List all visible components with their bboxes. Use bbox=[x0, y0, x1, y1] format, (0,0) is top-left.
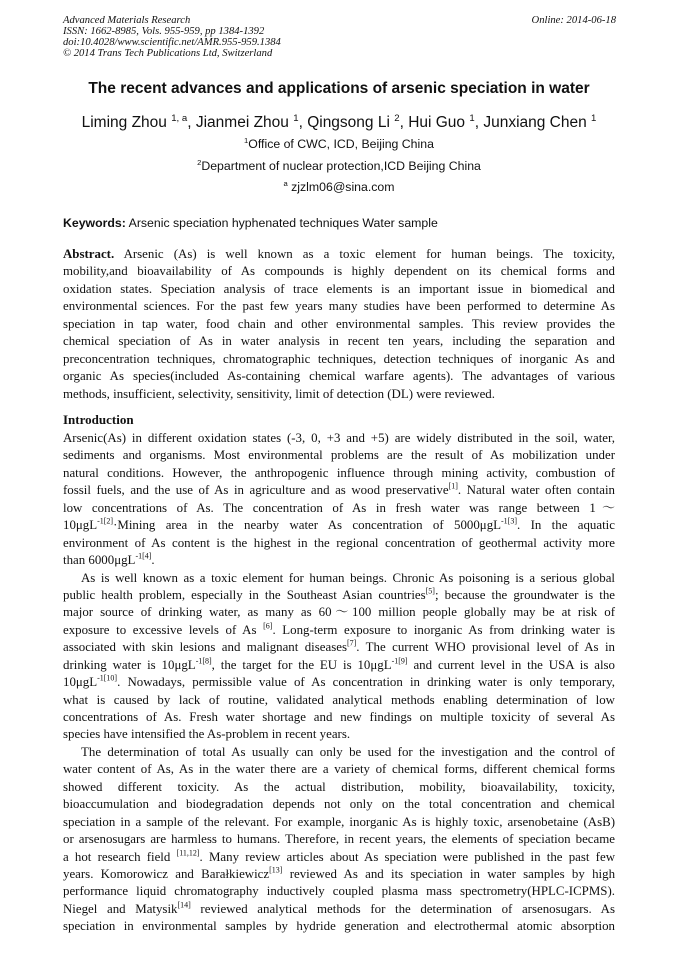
paragraph bbox=[63, 430, 615, 570]
text-run: . bbox=[151, 553, 155, 568]
author-name: Hui Guo bbox=[408, 114, 470, 131]
author-list bbox=[0, 114, 678, 132]
keywords-text: Arsenic speciation hyphenated techniques Water sample bbox=[125, 216, 438, 230]
text-run: or arsenosugars are harmless to humans. Therefore, in recent years, the elements of speciation became bbox=[63, 832, 615, 847]
text-run: mobility,and bioavailability of As compounds is highly dependent on its chemical forms and bbox=[63, 264, 615, 279]
text-run: . The current WHO provisional level of As in bbox=[356, 640, 615, 655]
text-run: ·Mining area in the nearby water As concentration of 5000μgL bbox=[113, 518, 502, 533]
text-run: organic As species(included As-containing chemical warfare agents). The advantages of various bbox=[63, 369, 615, 384]
text-run: chemical speciation of As in water analysis in recent ten years, including the separation and bbox=[63, 334, 615, 349]
author-affiliation-marker: 1 bbox=[591, 112, 597, 124]
author-separator: , bbox=[474, 114, 484, 131]
citation-superscript: [14] bbox=[177, 900, 191, 910]
text-line bbox=[63, 263, 615, 280]
text-run: exposure to excessive levels of As bbox=[63, 622, 264, 637]
text-run: than 6000μgL bbox=[63, 553, 136, 568]
citation-superscript: [13] bbox=[269, 865, 283, 875]
citation-superscript: [11,12] bbox=[176, 848, 200, 858]
text-line bbox=[63, 901, 615, 918]
text-run: species have intensified the As-problem in recent years. bbox=[63, 727, 351, 742]
section-heading-introduction: Introduction bbox=[63, 412, 134, 427]
email-marker: a bbox=[283, 178, 288, 188]
text-line bbox=[63, 709, 615, 726]
text-run: sediments and organisms. Most environmental problems are the result of As mobilization under bbox=[63, 448, 615, 463]
text-line bbox=[63, 779, 615, 796]
text-run: reviewed analytical methods for the determination of arsenosugars. As bbox=[190, 901, 615, 916]
text-run: speciation in environmental samples by hydride generation and electrothermal atomic absorption bbox=[63, 919, 615, 934]
text-run: environmental sciences. For the past few years many studies have been performed to determine As bbox=[63, 299, 615, 314]
citation-superscript: [7] bbox=[346, 638, 357, 648]
text-line bbox=[63, 552, 615, 569]
text-run: speciation in a sample of the relevant. For example, inorganic As is highly toxic, arsenobetaine (AsB) bbox=[63, 814, 615, 829]
author-affiliation-marker: 1 bbox=[469, 112, 475, 124]
author-name: Junxiang Chen bbox=[483, 114, 592, 131]
abstract-label: Abstract. bbox=[63, 247, 115, 261]
affiliation-2 bbox=[0, 159, 678, 173]
text-line bbox=[63, 447, 615, 464]
text-line bbox=[63, 796, 615, 813]
citation-superscript: [1] bbox=[448, 482, 458, 492]
text-line bbox=[63, 281, 615, 298]
citation-superscript: -1[9] bbox=[391, 656, 408, 666]
text-line bbox=[63, 351, 615, 368]
author-affiliation-marker: 2 bbox=[394, 112, 400, 124]
text-line bbox=[63, 587, 615, 604]
author-name: Qingsong Li bbox=[307, 114, 395, 131]
text-run: As is well known as a toxic element for human beings. Chronic As poisoning is a serious global bbox=[81, 570, 615, 585]
issn: ISSN: 1662-8985, Vols. 955-959, pp 1384-1392 bbox=[63, 26, 265, 37]
text-run: fossil fuels, and the use of As in agriculture and as wood preservative bbox=[63, 483, 449, 498]
text-line bbox=[63, 692, 615, 709]
text-run: . In the aquatic bbox=[516, 518, 615, 533]
email-text: zjzlm06@sina.com bbox=[287, 180, 395, 194]
text-run: water content of As, As in the water there are a variety of chemical forms, different chemical forms bbox=[63, 762, 615, 777]
text-run: environment of As content is the highest in the regional concentration of geothermal activity more bbox=[63, 535, 615, 550]
abstract bbox=[63, 246, 615, 403]
text-line bbox=[63, 316, 615, 333]
text-line bbox=[63, 761, 615, 778]
text-line bbox=[63, 831, 615, 848]
text-run: . Natural water often contain bbox=[457, 483, 615, 498]
affiliation-marker: 1 bbox=[244, 135, 249, 145]
text-run: low concentrations of As. The concentration of As in fresh water was range between 1～ bbox=[63, 500, 615, 515]
text-line bbox=[63, 535, 615, 552]
author-separator: , bbox=[399, 114, 409, 131]
citation-superscript: -1[3] bbox=[501, 516, 517, 526]
text-run: associated with skin lesions and malignant diseases bbox=[63, 640, 347, 655]
text-line bbox=[63, 368, 615, 385]
introduction-body bbox=[63, 430, 615, 936]
text-line bbox=[63, 674, 615, 691]
text-run: performance liquid chromatography inductively coupled plasma mass spectrometry(HPLC-ICPMS). bbox=[63, 884, 615, 899]
citation-superscript: [5] bbox=[425, 586, 435, 596]
text-line bbox=[63, 918, 615, 935]
keywords-label: Keywords: bbox=[63, 216, 126, 230]
text-run: what is caused by lack of routine, validated analytical methods enabling determination of low bbox=[63, 692, 615, 707]
author-name: Liming Zhou bbox=[81, 114, 172, 131]
text-line bbox=[63, 657, 615, 674]
text-run: Niegel and Matysik bbox=[63, 901, 178, 916]
citation-superscript: -1[8] bbox=[195, 656, 212, 666]
author-separator: , bbox=[187, 114, 196, 131]
paragraph bbox=[63, 570, 615, 744]
text-run: public health problem, especially in the Southeast Asian countries bbox=[63, 587, 426, 602]
text-line bbox=[63, 639, 615, 656]
online-date: Online: 2014-06-18 bbox=[531, 15, 616, 26]
text-line bbox=[63, 726, 615, 743]
text-line bbox=[63, 622, 615, 639]
text-line bbox=[63, 430, 615, 447]
doi: doi:10.4028/www.scientific.net/AMR.955-959.1384 bbox=[63, 37, 281, 48]
text-run: Arsenic (As) is well known as a toxic element for human beings. The toxicity, bbox=[114, 247, 615, 261]
text-run: 10μgL bbox=[63, 675, 98, 690]
paragraph bbox=[63, 744, 615, 936]
text-line bbox=[63, 386, 615, 403]
paper-title: The recent advances and applications of arsenic speciation in water bbox=[88, 80, 590, 97]
copyright: © 2014 Trans Tech Publications Ltd, Switzerland bbox=[63, 48, 273, 59]
text-line bbox=[63, 849, 615, 866]
text-run: methods, insufficient, selectivity, sensitivity, limit of detection (DL) were reviewed. bbox=[63, 386, 495, 401]
author-affiliation-marker: 1 bbox=[293, 112, 299, 124]
text-run: concentrations of As. Fresh water shortage and new findings on multiple toxicity of several As bbox=[63, 710, 615, 724]
text-run: preconcentration techniques, chromatographic techniques, detection techniques of inorganic As and bbox=[63, 351, 615, 366]
text-line bbox=[63, 570, 615, 587]
text-run: bioaccumulation and biodegradation depends not only on the total concentration and chemical bbox=[63, 797, 615, 812]
keywords bbox=[63, 216, 438, 230]
text-line bbox=[63, 744, 615, 761]
text-line bbox=[63, 517, 615, 534]
journal-name: Advanced Materials Research bbox=[63, 15, 191, 26]
text-line bbox=[63, 500, 615, 517]
text-run: . Many review articles about As speciation were published in the past few bbox=[199, 849, 615, 864]
text-line bbox=[63, 482, 615, 499]
author-affiliation-marker: 1, a bbox=[171, 112, 188, 124]
affiliation-text: Office of CWC, ICD, Beijing China bbox=[248, 137, 434, 151]
text-line bbox=[63, 883, 615, 900]
text-run: reviewed As and its speciation in water samples by high bbox=[282, 866, 616, 881]
text-line bbox=[63, 246, 615, 263]
text-line bbox=[63, 814, 615, 831]
text-run: showed different toxicity. As the actual distribution, mobility, bioavailability, toxicity, bbox=[63, 779, 615, 794]
text-line bbox=[63, 604, 615, 621]
author-name: Jianmei Zhou bbox=[195, 114, 294, 131]
affiliation-1 bbox=[0, 137, 678, 151]
text-run: . Long-term exposure to inorganic As from drinking water is bbox=[272, 622, 615, 637]
text-line bbox=[63, 333, 615, 350]
text-run: oxidation states. Speciation analysis of trace elements is an important issue in biomedical and bbox=[63, 281, 615, 296]
text-run: and current level in the USA is also bbox=[407, 657, 615, 672]
text-run: drinking water is 10μgL bbox=[63, 657, 196, 672]
citation-superscript: -1[10] bbox=[97, 673, 118, 683]
text-run: natural conditions. However, the anthropogenic influence through mining activity, combustion of bbox=[63, 465, 615, 480]
text-run: 10μgL bbox=[63, 518, 98, 533]
text-run: ; because the groundwater is the bbox=[434, 587, 615, 602]
text-run: Arsenic(As) in different oxidation states (-3, 0, +3 and +5) are widely distributed in the soil, water, bbox=[63, 431, 615, 445]
text-line bbox=[63, 298, 615, 315]
text-run: years. Komorowicz and Barałkiewicz bbox=[63, 866, 270, 881]
text-run: major source of drinking water, as many as 60～100 million people globally may be at risk of bbox=[63, 605, 615, 620]
text-line bbox=[63, 465, 615, 482]
text-line bbox=[63, 866, 615, 883]
contact-email bbox=[0, 180, 678, 194]
journal-info bbox=[63, 15, 281, 59]
author-separator: , bbox=[298, 114, 308, 131]
affiliation-marker: 2 bbox=[197, 157, 202, 167]
citation-superscript: -1[4] bbox=[135, 551, 152, 561]
text-run: , the target for the EU is 10μgL bbox=[211, 657, 392, 672]
citation-superscript: [6] bbox=[263, 621, 273, 631]
text-run: . Nowadays, permissible value of As concentration in drinking water is only temporary, bbox=[117, 675, 615, 690]
affiliation-text: Department of nuclear protection,ICD Beijing China bbox=[201, 159, 481, 173]
citation-superscript: -1[2] bbox=[97, 516, 114, 526]
text-run: speciation in tap water, food chain and other environmental samples. This review provides the bbox=[63, 316, 615, 331]
text-run: a hot research field bbox=[63, 849, 177, 864]
text-run: The determination of total As usually can only be used for the investigation and the control of bbox=[81, 744, 615, 759]
